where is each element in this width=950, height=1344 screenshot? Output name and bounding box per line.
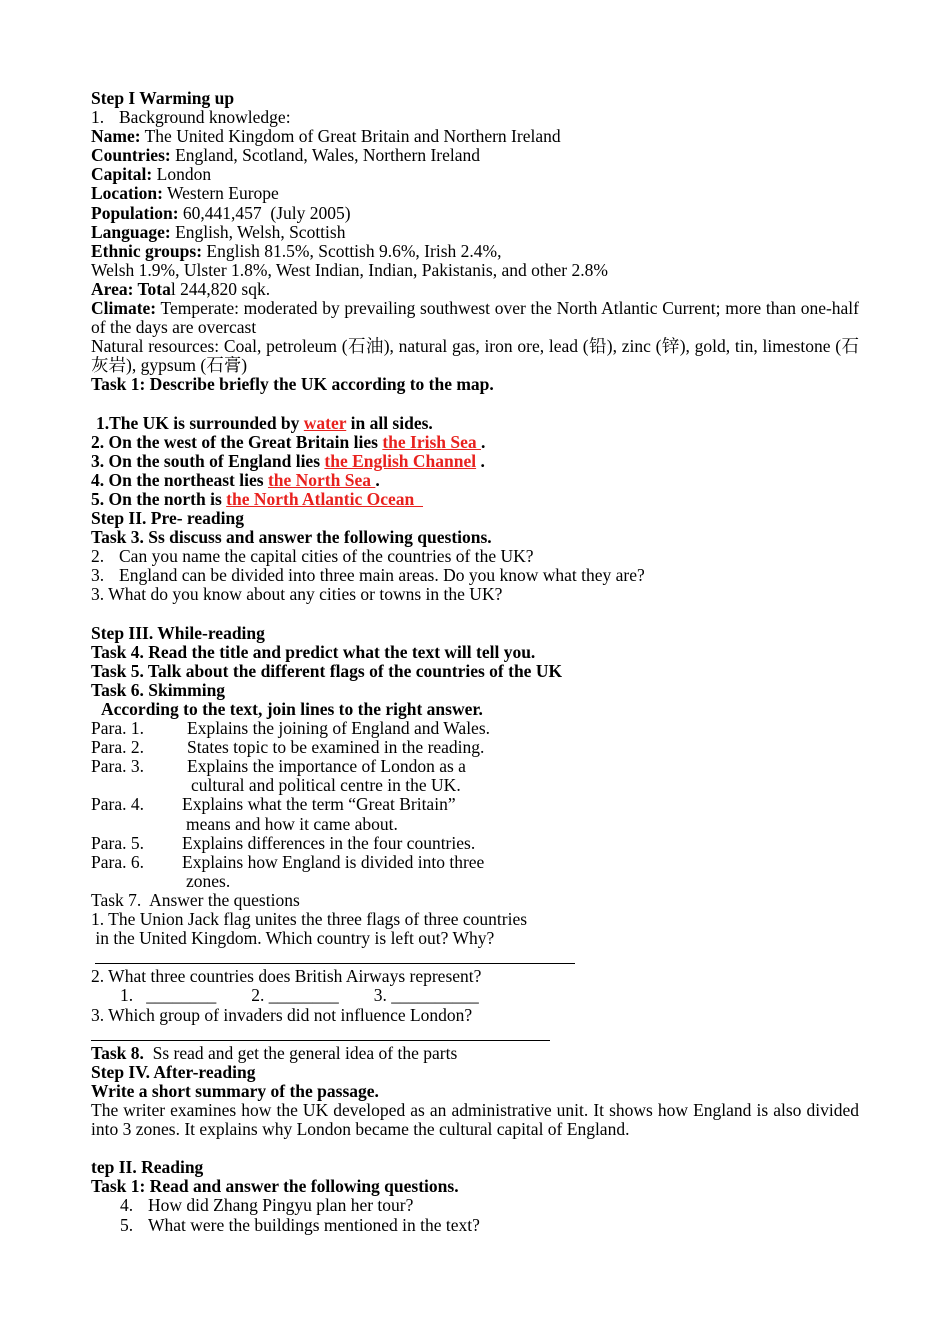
question-item bbox=[91, 566, 859, 585]
step2-heading: Step II. Pre- reading bbox=[91, 508, 244, 529]
task6-instruction: According to the text, join lines to the right answer. bbox=[101, 699, 483, 719]
summary-text: The writer examines how the UK developed as an administrative unit. It shows how England is also divided into 3 zones. It explains why London became the cultural capital of England. bbox=[91, 1099, 859, 1140]
list-number: 4. bbox=[120, 1195, 134, 1216]
fact-value: l 244,820 sqk. bbox=[170, 278, 271, 299]
answer-line-5 bbox=[91, 490, 859, 509]
fact-resources: Natural resources: Coal, petroleum (石油), natural gas, iron ore, lead (铅), zinc (锌), gold, tin, limestone (石灰岩), gypsum (石膏) bbox=[91, 336, 859, 376]
para-row-6-cont: zones. bbox=[186, 870, 231, 891]
task5-heading: Task 5. Talk about the different flags of the countries of the UK bbox=[91, 660, 563, 681]
para-label: Para. 3. bbox=[91, 756, 144, 777]
task1-heading: Task 1: Describe briefly the UK according to the map. bbox=[91, 374, 494, 395]
answer-prefix: 5. On the north is bbox=[91, 488, 227, 509]
fact-label: Capital: bbox=[91, 164, 153, 185]
para-label: Para. 4. bbox=[91, 794, 144, 815]
spacer bbox=[91, 605, 859, 624]
spacer bbox=[91, 395, 859, 414]
answer-line-2 bbox=[91, 433, 859, 452]
para-label: Para. 6. bbox=[91, 851, 144, 872]
para-description: Explains how England is divided into three bbox=[182, 851, 485, 872]
fact-location bbox=[91, 184, 859, 203]
answer-suffix: in all sides. bbox=[346, 412, 433, 433]
para-row-3 bbox=[91, 757, 859, 776]
answer-prefix: 1.The UK is surrounded by bbox=[96, 412, 304, 433]
summary-instruction: Write a short summary of the passage. bbox=[91, 1080, 379, 1101]
answer-prefix: 2. On the west of the Great Britain lies bbox=[91, 431, 383, 452]
answer-prefix: 3. On the south of England lies bbox=[91, 450, 325, 471]
answer-fill: the North Sea bbox=[267, 469, 376, 490]
answer-blank-line[interactable] bbox=[91, 948, 859, 967]
reading-heading: tep II. Reading bbox=[91, 1157, 204, 1178]
answer-prefix: 4. On the northeast lies bbox=[91, 469, 268, 490]
fact-label: Location: bbox=[91, 183, 163, 204]
answer-fill: the English Channel bbox=[324, 450, 477, 471]
task7-question-1-cont: in the United Kingdom. Which country is left out? Why? bbox=[91, 928, 495, 949]
answer-fill: water bbox=[303, 412, 347, 433]
para-label: Para. 2. bbox=[91, 737, 144, 758]
reading-task1-heading: Task 1: Read and answer the following questions. bbox=[91, 1176, 459, 1197]
list-number: 5. bbox=[120, 1214, 134, 1235]
answer-line-4 bbox=[91, 471, 859, 490]
question-item: 3. What do you know about any cities or towns in the UK? bbox=[91, 584, 503, 605]
task8-text: Ss read and get the general idea of the parts bbox=[143, 1042, 458, 1063]
question-item bbox=[91, 547, 859, 566]
fact-value: London bbox=[152, 164, 212, 185]
question-item bbox=[91, 1216, 859, 1235]
fact-value: English 81.5%, Scottish 9.6%, Irish 2.4%, bbox=[202, 240, 502, 261]
fact-capital bbox=[91, 165, 859, 184]
question-item bbox=[91, 1196, 859, 1215]
answer-line-3 bbox=[91, 452, 859, 471]
task7-question-1: 1. The Union Jack flag unites the three flags of three countries bbox=[91, 909, 528, 930]
task6-heading: Task 6. Skimming bbox=[91, 679, 226, 700]
para-description: Explains the joining of England and Wales. bbox=[187, 718, 491, 739]
fact-climate bbox=[91, 299, 859, 337]
fact-label: Population: bbox=[91, 202, 179, 223]
fact-label: Area: Tota bbox=[91, 278, 171, 299]
fact-language bbox=[91, 223, 859, 242]
document-page bbox=[91, 89, 859, 1235]
task8-line bbox=[91, 1044, 859, 1063]
question-text: Can you name the capital cities of the countries of the UK? bbox=[119, 546, 534, 567]
fact-value: Western Europe bbox=[162, 183, 279, 204]
task4-heading: Task 4. Read the title and predict what the text will tell you. bbox=[91, 641, 536, 662]
fact-label: Ethnic groups: bbox=[91, 240, 203, 261]
para-label: Para. 1. bbox=[91, 718, 144, 739]
para-row-1 bbox=[91, 719, 859, 738]
question-text: What were the buildings mentioned in the text? bbox=[148, 1214, 480, 1235]
answer-fill: the Irish Sea bbox=[382, 431, 481, 452]
para-row-6 bbox=[91, 853, 859, 872]
answer-line-1 bbox=[91, 414, 859, 433]
task7-heading: Task 7. Answer the questions bbox=[91, 889, 300, 910]
task3-heading: Task 3. Ss discuss and answer the following questions. bbox=[91, 527, 492, 548]
step4-heading: Step IV. After-reading bbox=[91, 1061, 256, 1082]
question-text: How did Zhang Pingyu plan her tour? bbox=[148, 1195, 414, 1216]
question-text: England can be divided into three main areas. Do you know what they are? bbox=[119, 565, 645, 586]
list-number: 1. bbox=[91, 107, 105, 128]
para-description: Explains what the term “Great Britain” bbox=[182, 794, 456, 815]
step3-heading: Step III. While-reading bbox=[91, 622, 265, 643]
list-number: 2. bbox=[91, 546, 105, 567]
answer-suffix: . bbox=[476, 450, 485, 471]
fact-area bbox=[91, 280, 859, 299]
para-row-3-cont: cultural and political centre in the UK. bbox=[191, 775, 461, 796]
fact-label: Climate: bbox=[91, 298, 157, 319]
spacer bbox=[91, 1139, 859, 1158]
fact-value: English, Welsh, Scottish bbox=[170, 221, 346, 242]
fact-label: Countries: bbox=[91, 145, 171, 166]
para-description: Explains the importance of London as a bbox=[187, 756, 466, 777]
task7-question-2: 2. What three countries does British Airways represent? bbox=[91, 966, 482, 987]
fact-ethnic-cont: Welsh 1.9%, Ulster 1.8%, West Indian, Indian, Pakistanis, and other 2.8% bbox=[91, 259, 608, 280]
para-row-2 bbox=[91, 738, 859, 757]
answer-suffix: . bbox=[481, 431, 486, 452]
fact-name bbox=[91, 127, 859, 146]
fact-value: Temperate: moderated by prevailing southwest over the North Atlantic Current; more than one-half of the days are overcast bbox=[91, 298, 859, 338]
fact-value: The United Kingdom of Great Britain and Northern Ireland bbox=[140, 126, 561, 147]
fact-value: England, Scotland, Wales, Northern Ireland bbox=[170, 145, 481, 166]
para-row-4 bbox=[91, 795, 859, 814]
para-row-5 bbox=[91, 834, 859, 853]
background-knowledge-item bbox=[91, 108, 859, 127]
para-row-4-cont: means and how it came about. bbox=[186, 813, 398, 834]
list-number: 3. bbox=[91, 565, 105, 586]
para-description: States topic to be examined in the reading. bbox=[187, 737, 485, 758]
answer-fill: the North Atlantic Ocean bbox=[226, 488, 424, 509]
para-description: Explains differences in the four countries. bbox=[182, 832, 476, 853]
answer-suffix: . bbox=[375, 469, 380, 490]
fact-population bbox=[91, 204, 859, 223]
fact-label: Language: bbox=[91, 221, 171, 242]
fact-value: 60,441,457 (July 2005) bbox=[178, 202, 351, 223]
fact-ethnic bbox=[91, 242, 859, 261]
step1-heading: Step I Warming up bbox=[91, 88, 235, 108]
background-label: Background knowledge: bbox=[119, 107, 291, 128]
task7-question-2-blanks[interactable]: 1. ________ 2. ________ 3. __________ bbox=[120, 985, 479, 1006]
fact-label: Name: bbox=[91, 126, 141, 147]
para-label: Para. 5. bbox=[91, 832, 144, 853]
fact-countries bbox=[91, 146, 859, 165]
answer-blank-line[interactable] bbox=[91, 1025, 859, 1044]
task7-question-3: 3. Which group of invaders did not influence London? bbox=[91, 1004, 473, 1025]
task8-label: Task 8. bbox=[91, 1042, 144, 1063]
